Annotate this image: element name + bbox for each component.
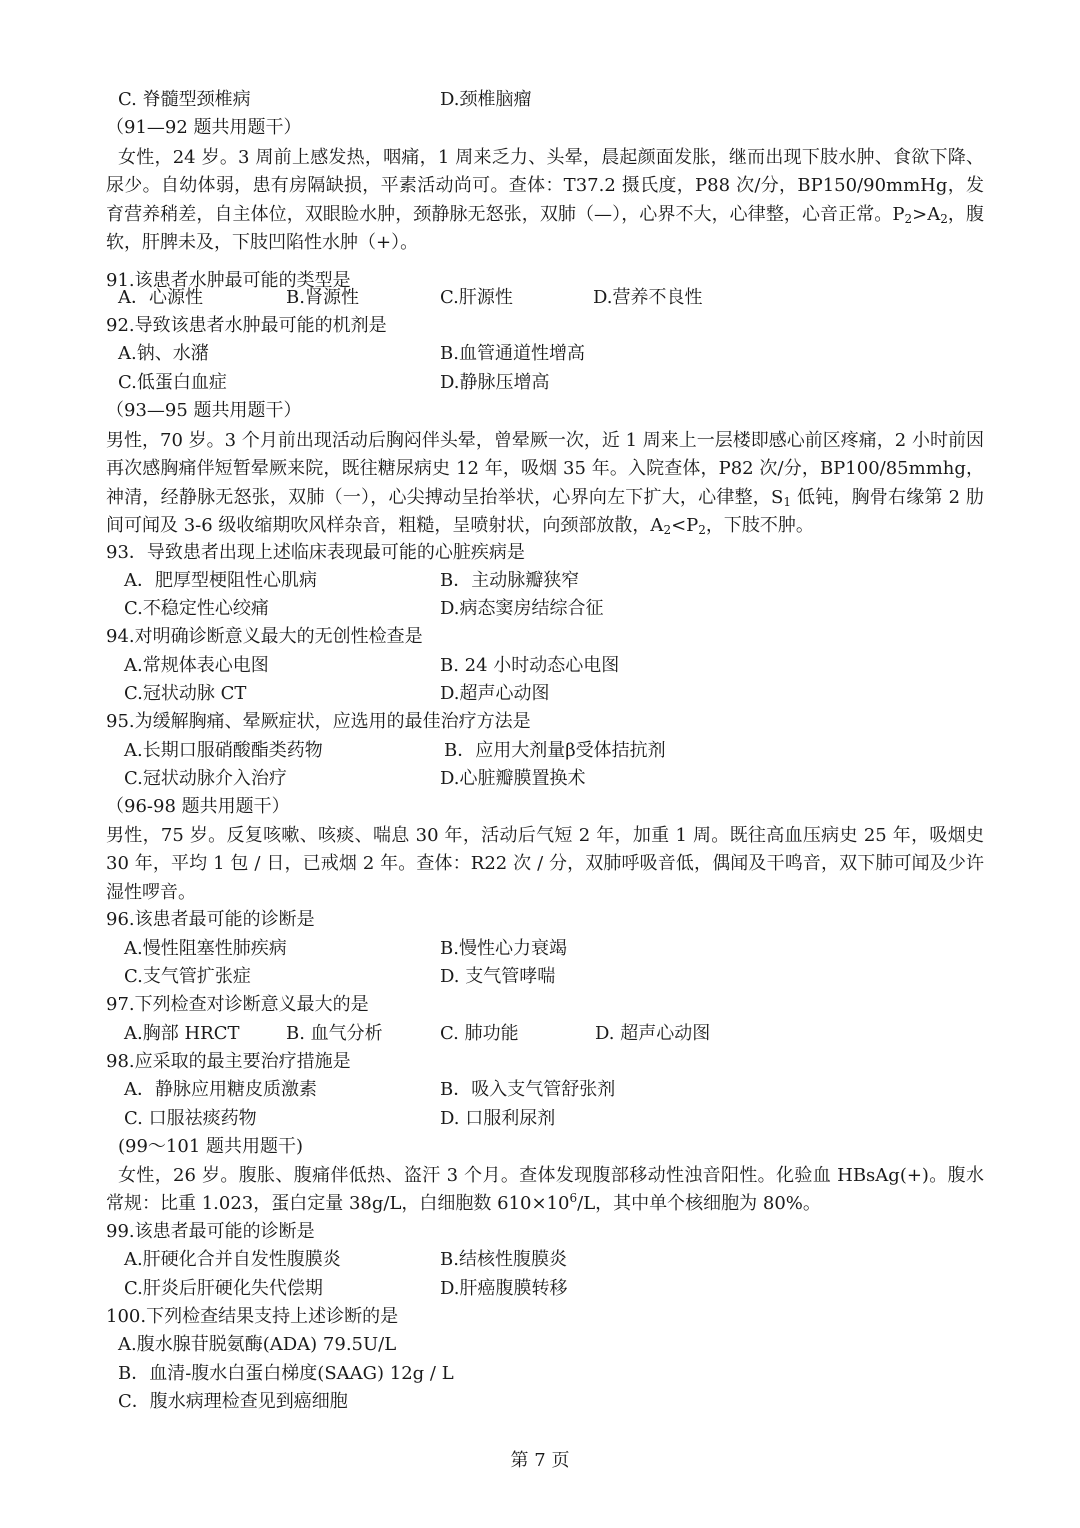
text-line: D.营养不良性 [593,287,703,308]
text-line: A.常规体表心电图 [124,655,269,676]
text-line: 95.为缓解胸痛、晕厥症状，应选用的最佳治疗方法是 [106,711,531,732]
text-line: A.腹水腺苷脱氨酶(ADA) 79.5U/L [118,1334,397,1355]
superscript: 6 [569,1191,578,1206]
text-line: A．静脉应用糖皮质激素 [124,1079,317,1100]
text-line: （96-98 题共用题干） [106,796,290,817]
text-line: C. 口服祛痰药物 [124,1108,257,1129]
text-line: D. 支气管哮喘 [440,966,556,987]
case-stem-paragraph: 男性，75 岁。反复咳嗽、咳痰、喘息 30 年，活动后气短 2 年，加重 1 周。既往高血压病史 25 年，吸烟史 30 年，平均 1 包 / 日，已戒烟 2 年。查体：R22 次 / 分，双肺呼吸音低，偶闻及干鸣音，双下肺可闻及少许湿性啰音。 [106,825,984,903]
text-line: D.颈椎脑瘤 [440,89,532,110]
case-stem-paragraph: 男性，70 岁。3 个月前出现活动后胸闷伴头晕，曾晕厥一次，近 1 周来上一层楼即感心前区疼痛，2 小时前因再次感胸痛伴短暂晕厥来院，既往糖尿病史 12 年，吸烟 35 年。入院查体，P82 次/分，BP100/85mmhg，神清，经静脉无怒张，双肺（一），心尖搏动呈抬举状，心界向左下扩大，心律整，$S_1$ 低钝，胸骨右缘第 2 肋间可闻及 3-6 级收缩期吹风样杂音，粗糙，呈喷射状，向颈部放散，$A_2<P_2$，下肢不肿。 [106,430,985,538]
page-number: 第 7 页 [510,1450,570,1471]
subscript: 1 [783,494,791,509]
text-line: 100.下列检查结果支持上述诊断的是 [106,1306,399,1327]
text-line: D.静脉压增高 [440,372,550,393]
text-line: D.病态窦房结综合征 [440,598,604,619]
subscript: 2 [940,211,948,226]
text-line: A.肝硬化合并自发性腹膜炎 [124,1249,341,1270]
subscript: 2 [663,523,672,538]
text-line: B．吸入支气管舒张剂 [440,1079,616,1100]
text-line: D. 超声心动图 [595,1023,711,1044]
text-line: C.支气管扩张症 [124,966,251,987]
text-line: 99.该患者最可能的诊断是 [106,1221,315,1242]
text-line: 91.该患者水肿最可能的类型是 [106,270,351,291]
text-line: C．腹水病理检查见到癌细胞 [118,1391,348,1412]
text-line: 97.下列检查对诊断意义最大的是 [106,994,369,1015]
text-line: B.结核性腹膜炎 [440,1249,567,1270]
text-line: 93．导致患者出现上述临床表现最可能的心脏疾病是 [106,542,525,563]
text-line: C.肝炎后肝硬化失代偿期 [124,1278,323,1299]
text-line: 92.导致该患者水肿最可能的机剂是 [106,315,387,336]
text-line: （93—95 题共用题干） [106,400,302,421]
case-stem-paragraph: 女性，26 岁。腹胀、腹痛伴低热、盗汗 3 个月。查体发现腹部移动性浊音阳性。化验血 HBsAg(+)。腹水常规：比重 1.023，蛋白定量 38g/L，白细胞数 $610\times 10^6/L$，其中单个核细胞为 80%。 [106,1165,984,1215]
text-line: C. 肺功能 [440,1023,519,1044]
text-line: C.肝源性 [440,287,513,308]
text-line: D. 口服利尿剂 [440,1108,556,1129]
text-line: B. 24 小时动态心电图 [440,655,620,676]
text-line: D.肝癌腹膜转移 [440,1278,568,1299]
case-stem-paragraph: 女性，24 岁。3 周前上感发热，咽痛，1 周来乏力、头晕，晨起颜面发胀，继而出现下肢水肿、食欲下降、尿少。自幼体弱，患有房隔缺损，平素活动尚可。查体：T37.2 摄氏度，P88 次/分，BP150/90mmHg，发育营养稍差，自主体位，双眼睑水肿，颈静脉无怒张，双肺（—），心界不大，心律整，心音正常。$P_2>A_2$，腹软，肝脾未及，下肢凹陷性水肿（+）。 [106,147,985,254]
text-line: C.冠状动脉介入治疗 [124,768,287,789]
text-line: (99～101 题共用题干) [118,1136,304,1157]
text-line: B．应用大剂量β受体拮抗剂 [444,740,666,761]
text-line: A．肥厚型梗阻性心肌病 [124,570,317,591]
text-line: B. 血气分析 [286,1023,383,1044]
text-line: A.钠、水潴 [118,343,209,364]
text-line: B.肾源性 [286,287,359,308]
text-line: 96.该患者最可能的诊断是 [106,909,315,930]
text-line: C.低蛋白血症 [118,372,227,393]
text-line: C.冠状动脉 CT [124,683,247,704]
subscript: 2 [698,523,706,538]
subscript: 2 [904,211,913,226]
text-line: 94.对明确诊断意义最大的无创性检查是 [106,626,423,647]
text-line: C. 脊髓型颈椎病 [118,89,251,110]
text-line: D.超声心动图 [440,683,550,704]
text-line: A.慢性阻塞性肺疾病 [124,938,287,959]
text-line: （91—92 题共用题干） [106,117,302,138]
text-line: B.血管通道性增高 [440,343,585,364]
text-line: C.不稳定性心绞痛 [124,598,269,619]
text-line: B.慢性心力衰竭 [440,938,567,959]
text-line: B．主动脉瓣狭窄 [440,570,580,591]
text-line: A.胸部 HRCT [124,1023,240,1044]
text-line: A．心源性 [118,287,203,308]
text-line: B．血清-腹水白蛋白梯度(SAAG) 12g / L [118,1363,454,1384]
text-line: 98.应采取的最主要治疗措施是 [106,1051,351,1072]
text-line: D.心脏瓣膜置换术 [440,768,586,789]
text-line: A.长期口服硝酸酯类药物 [124,740,323,761]
